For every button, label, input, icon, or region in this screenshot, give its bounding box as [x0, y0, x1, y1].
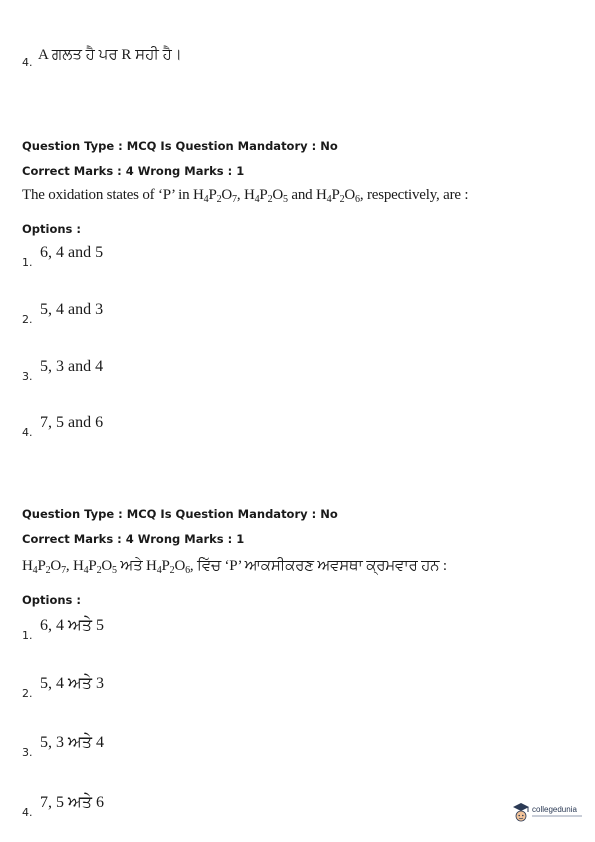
option-number: 4.	[22, 806, 33, 819]
options-label: Options :	[22, 222, 81, 236]
option-number: 2.	[22, 313, 33, 326]
question-type-line: Question Type : MCQ Is Question Mandatory : No	[22, 139, 338, 153]
option-text: 6, 4 ਅਤੇ 5	[40, 617, 105, 634]
option-text: 5, 4 ਅਤੇ 3	[40, 675, 105, 692]
graduate-cap-icon	[512, 802, 530, 824]
brand-name: collegedunia	[532, 805, 577, 814]
option-text: 5, 3 ਅਤੇ 4	[40, 734, 105, 751]
option-text: 5, 4 and 3	[40, 301, 104, 318]
options-label: Options :	[22, 593, 81, 607]
option-number: 4.	[22, 426, 33, 439]
option-number: 3.	[22, 746, 33, 759]
option-number: 1.	[22, 629, 33, 642]
option-text: A ਗਲਤ ਹੈ ਪਰ R ਸਹੀ ਹੈ।	[38, 47, 182, 63]
option-number: 2.	[22, 687, 33, 700]
question-text: The oxidation states of ‘P’ in $H_4P_2O_7$, $H_4P_2O_5$ and $H_4P_2O_6$, respectively, are :	[22, 187, 469, 205]
option-text: 6, 4 and 5	[40, 244, 104, 261]
option-text: 7, 5 and 6	[40, 414, 104, 431]
question-text: $H_4P_2O_7$, $H_4P_2O_5$ ਅਤੇ $H_4P_2O_6$, ਵਿੱਚ ‘P’ ਆਕਸੀਕਰਣ ਅਵਸਥਾ ਕ੍ਰਮਵਾਰ ਹਨ :	[22, 558, 447, 576]
option-text: 7, 5 ਅਤੇ 6	[40, 794, 105, 811]
marks-line: Correct Marks : 4 Wrong Marks : 1	[22, 164, 245, 178]
option-number: 3.	[22, 370, 33, 383]
option-text: 5, 3 and 4	[40, 358, 104, 375]
collegedunia-logo	[512, 800, 584, 826]
marks-line: Correct Marks : 4 Wrong Marks : 1	[22, 532, 245, 546]
option-number: 4.	[22, 56, 33, 69]
brand-tagline-bar	[532, 815, 582, 817]
question-type-line: Question Type : MCQ Is Question Mandatory : No	[22, 507, 338, 521]
option-number: 1.	[22, 256, 33, 269]
